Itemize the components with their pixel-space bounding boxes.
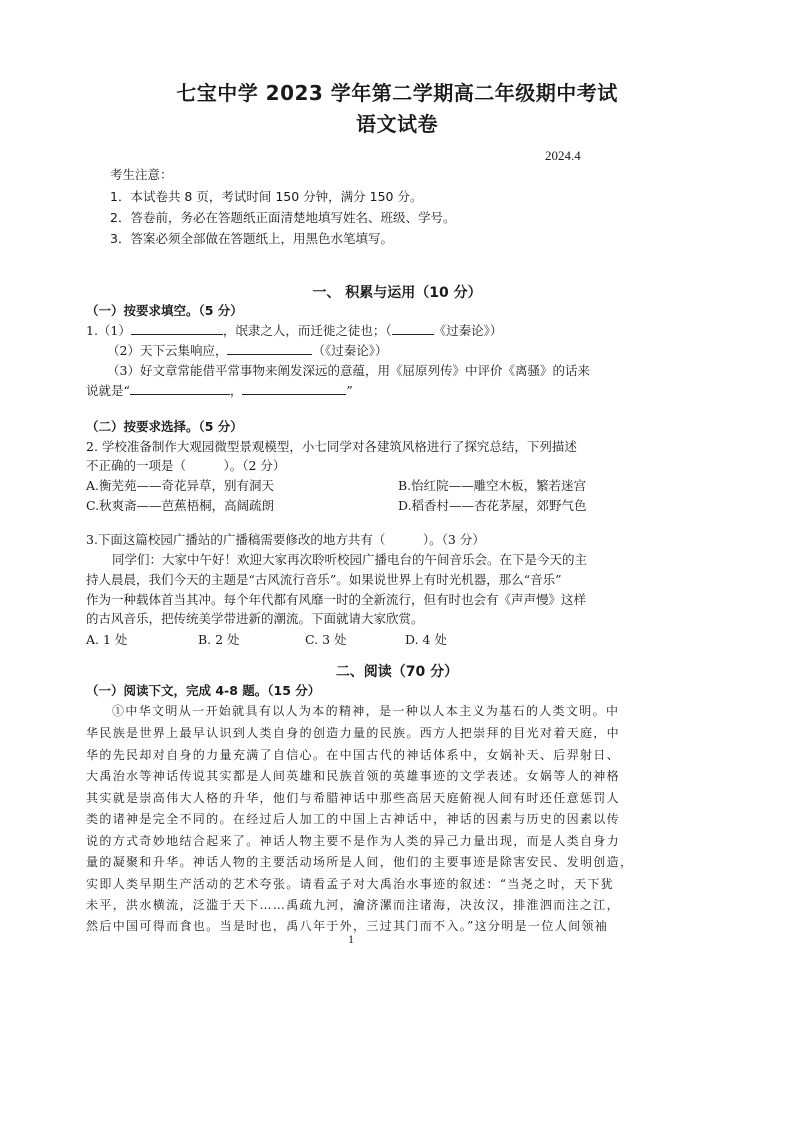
passage-line: 实即人类早期生产活动的艺术夸张。请看孟子对大禹治水事迹的叙述：“当尧之时，天下犹 <box>86 877 615 891</box>
passage-line: 量的凝聚和升华。神话人物的主要活动场所是人间，他们的主要事迹是除害安民、发明创造， <box>86 855 634 869</box>
question-text: ，氓隶之人，而迁徙之徒也；（ <box>222 323 392 338</box>
answer-blank[interactable] <box>227 342 312 355</box>
part-heading: （一）按要求填空。（5 分） <box>86 303 243 318</box>
question-text: （《过秦论》） <box>312 343 388 358</box>
notice-item: 2．答卷前，务必在答题纸正面清楚地填写姓名、班级、学号。 <box>110 210 456 225</box>
option-d[interactable]: D. 4 处 <box>405 632 447 647</box>
passage-line: 未平，洪水横流，泛滥于天下……禹疏九河，瀹济漯而注诸海，决汝汉，排淮泗而注之江， <box>86 898 621 912</box>
question-stem: 不正确的一项是（ ）。（2 分） <box>86 458 286 473</box>
passage-line: 说的方式奇妙地结合起来了。神话人物主要不是作为人类的异己力量出现，而是人类自身力 <box>86 834 621 848</box>
passage-line: 其实就是崇高伟大人格的升华，他们与希腊神话中那些高居天庭俯视人间有时还任意惩罚人 <box>86 791 621 805</box>
page-number: 1 <box>348 932 354 946</box>
option-b[interactable]: B.怡红院——雕空木板，繁若迷宫 <box>398 478 587 493</box>
question-text: 说就是“ <box>86 383 130 398</box>
exam-title: 七宝中学 2023 学年第二学期高二年级期中考试 <box>176 81 618 105</box>
passage-line: 华民族是世界上最早认识到人类自身的创造力量的民族。西方人把崇拜的目光对着天庭，中 <box>86 726 621 740</box>
part-heading: （二）按要求选择。（5 分） <box>86 419 243 434</box>
passage-line: ①中华文明从一开始就具有以人为本的精神，是一种以人本主义为基石的人类文明。中 <box>112 704 620 718</box>
option-c[interactable]: C. 3 处 <box>305 632 347 647</box>
exam-subtitle: 语文试卷 <box>356 112 438 136</box>
question-text: ， <box>229 383 243 398</box>
question-stem: 2. 学校准备制作大观园微型景观模型，小七同学对各建筑风格进行了探究总结，下列描述 <box>86 439 577 454</box>
question-text: ” <box>346 383 353 398</box>
question-line <box>86 321 502 339</box>
answer-blank[interactable] <box>392 322 434 335</box>
broadcast-line: 持人晨晨，我们今天的主题是“古风流行音乐”。如果说世界上有时光机器，那么“音乐” <box>86 572 562 587</box>
question-line: （3）好文章常能借平常事物来阐发深远的意蕴，用《屈原列传》中评价《离骚》的话来 <box>107 363 590 378</box>
passage-line: 然后中国可得而食也。当是时也，禹八年于外，三过其门而不入。”这分明是一位人间领袖 <box>86 919 609 933</box>
option-a[interactable]: A.衡芜苑——奇花异草，别有洞天 <box>86 478 275 493</box>
broadcast-line: 同学们：大家中午好！欢迎大家再次聆听校园广播电台的午间音乐会。在下是今天的主 <box>112 552 588 567</box>
broadcast-line: 的古风音乐，把传统美学带进新的潮流。下面就请大家欣赏。 <box>86 611 424 626</box>
option-d[interactable]: D.稻香村——杏花茅屋，郊野气色 <box>398 498 587 513</box>
option-a[interactable]: A. 1 处 <box>86 632 128 647</box>
notice-heading: 考生注意： <box>110 167 173 182</box>
answer-blank[interactable] <box>131 322 223 335</box>
question-line <box>107 341 387 359</box>
section-title: 一、 积累与运用（10 分） <box>312 285 482 301</box>
answer-blank[interactable] <box>130 382 230 395</box>
notice-item: 1．本试卷共 8 页，考试时间 150 分钟，满分 150 分。 <box>110 189 423 204</box>
option-c[interactable]: C.秋爽斋——芭蕉梧桐，高阔疏朗 <box>86 498 275 513</box>
answer-blank[interactable] <box>242 382 346 395</box>
broadcast-line: 作为一种载体首当其冲。每个年代都有风靡一时的全新流行，但有时也会有《声声慢》这样 <box>86 592 587 607</box>
option-b[interactable]: B. 2 处 <box>198 632 240 647</box>
passage-line: 大禹治水等神话传说其实都是人间英雄和民族首领的英雄事迹的文学表述。女娲等人的神格 <box>86 769 621 783</box>
passage-line: 华的先民却对自身的力量充满了自信心。在中国古代的神话体系中，女娲补天、后羿射日、 <box>86 748 621 762</box>
passage-line: 类的诸神是完全不同的。在经过后人加工的中国上古神话中，神话的因素与历史的因素以传 <box>86 812 621 826</box>
question-stem: 3.下面这篇校园广播站的广播稿需要修改的地方共有（ ）。（3 分） <box>86 532 485 547</box>
question-text: 《过秦论》） <box>433 323 503 338</box>
part-heading: （一）阅读下文，完成 4-8 题。（15 分） <box>86 683 321 698</box>
section-title: 二、阅读（70 分） <box>335 664 459 680</box>
question-text: （2）天下云集响应， <box>107 343 228 358</box>
question-line <box>86 381 353 399</box>
question-number: 1.（1） <box>86 323 131 338</box>
notice-item: 3．答案必须全部做在答题纸上，用黑色水笔填写。 <box>110 231 393 246</box>
exam-date: 2024.4 <box>545 148 581 163</box>
